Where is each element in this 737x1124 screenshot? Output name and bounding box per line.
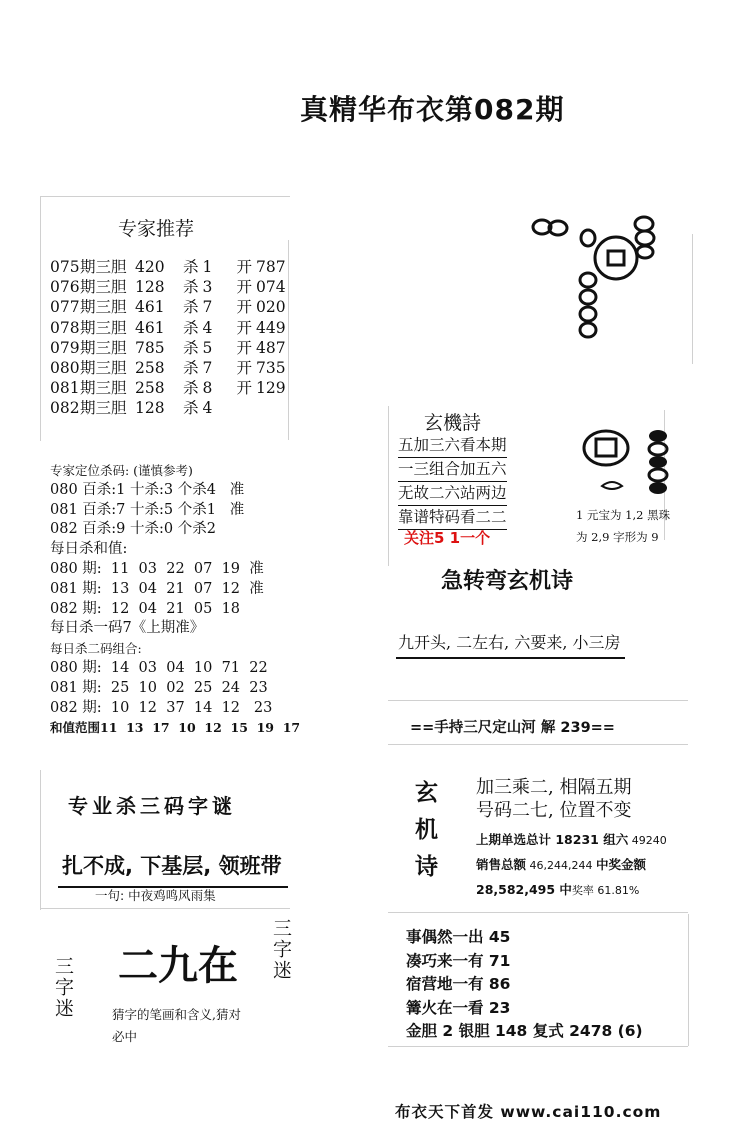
xuanji-heading: 玄機詩	[424, 412, 482, 434]
stats-text: 28,582,495 中	[476, 882, 572, 897]
expert-row	[50, 378, 286, 398]
kill-code-block	[50, 461, 300, 738]
row-open: 449	[256, 318, 286, 337]
divider	[688, 914, 689, 1046]
divider	[40, 196, 290, 197]
bead-figure-top	[528, 210, 688, 340]
row-kill-label: 杀	[183, 359, 199, 378]
two-code-line: 081 期: 25 10 02 25 24 23	[50, 679, 268, 696]
row-period: 082	[50, 399, 80, 418]
two-code-line: 080 期: 14 03 04 10 71 22	[50, 659, 268, 676]
divider	[388, 912, 688, 913]
expert-list	[50, 257, 286, 419]
stats-line	[476, 878, 667, 903]
row-open: 787	[256, 258, 286, 276]
expert-row	[50, 297, 286, 317]
xuanji-poem	[398, 434, 507, 530]
divider	[40, 196, 41, 441]
kill-code-header: 专家定位杀码: (谨慎参考)	[50, 463, 193, 478]
expert-heading: 专家推荐	[118, 218, 195, 240]
row-open: 074	[256, 278, 286, 297]
row-dan: 785	[135, 338, 165, 357]
position-kill-line: 081 百杀:7 十杀:5 个杀1 准	[50, 501, 245, 518]
bead-note	[576, 504, 670, 548]
row-period: 081	[50, 379, 80, 398]
divider	[40, 770, 41, 910]
divider	[388, 744, 688, 745]
row-open-label: 开	[236, 359, 253, 378]
row-label: 期三胆	[80, 338, 127, 357]
stats-line	[476, 853, 667, 878]
expert-row	[50, 257, 286, 277]
row-dan: 258	[135, 379, 165, 398]
page-title: 真精华布衣第082期	[300, 93, 565, 126]
row-period: 078	[50, 318, 80, 337]
stats-text: 49240	[628, 834, 667, 847]
bead-figure-mid	[578, 424, 682, 496]
pick-line: 事偶然一出 45	[406, 928, 511, 946]
row-kill-label: 杀	[183, 258, 199, 276]
row-open-label: 开	[236, 258, 253, 276]
poem-line: 靠谱特码看二二	[398, 506, 507, 530]
one-code-kill: 每日杀一码7《上期准》	[50, 620, 205, 637]
position-kill-line: 080 百杀:1 十杀:3 个杀4 准	[50, 481, 245, 498]
row-label: 期三胆	[80, 278, 127, 297]
row-open-label: 开	[236, 278, 253, 297]
row-dan: 461	[135, 298, 165, 317]
row-period: 075	[50, 258, 80, 276]
row-kill: 4	[202, 399, 213, 418]
row-period: 080	[50, 359, 80, 378]
row-open: 020	[256, 298, 286, 317]
two-code-line: 082 期: 10 12 37 14 12 23	[50, 699, 273, 716]
row-label: 期三胆	[80, 298, 127, 317]
row-kill-label: 杀	[183, 379, 199, 398]
row-open: 129	[256, 379, 286, 398]
hold-line: ==手持三尺定山河 解 239==	[410, 720, 615, 736]
row-kill: 5	[202, 338, 213, 357]
row-period: 079	[50, 338, 80, 357]
stats-text: 销售总额	[476, 857, 527, 872]
row-kill: 7	[202, 359, 213, 378]
row-kill: 3	[202, 278, 213, 297]
poem-line: 五加三六看本期	[398, 434, 507, 458]
divider	[288, 240, 289, 440]
divider	[692, 234, 693, 364]
divider	[388, 1046, 688, 1047]
bead-note-line: 1 元宝为 1,2 黑珠	[576, 508, 671, 522]
stats-text: 46,244,244	[526, 859, 596, 872]
sum-range: 和值范围11 13 17 10 12 15 19 17	[50, 720, 301, 736]
divider	[388, 406, 389, 566]
row-label: 期三胆	[80, 359, 127, 378]
sales-stats	[476, 828, 667, 903]
poem2-line: 号码二七, 位置不变	[476, 800, 632, 821]
focus-hint: 关注5 1一个	[404, 529, 491, 547]
final-picks	[406, 926, 643, 1044]
row-open-label: 开	[236, 379, 253, 398]
stats-text: 上期单选总计 18231 组六	[476, 832, 629, 847]
sum-kill-line: 082 期: 12 04 21 05 18	[50, 600, 241, 617]
row-kill-label: 杀	[183, 399, 199, 418]
bead-note-line: 为 2,9 字形为 9	[576, 530, 659, 544]
row-kill-label: 杀	[183, 298, 199, 317]
sum-kill-header: 每日杀和值:	[50, 541, 128, 558]
hook-heading: 急转弯玄机诗	[441, 569, 574, 594]
position-kill-line: 082 百杀:9 十杀:0 个杀2	[50, 521, 216, 538]
row-kill-label: 杀	[183, 318, 199, 337]
row-label: 期三胆	[80, 379, 127, 398]
expert-row	[50, 398, 286, 418]
two-code-header: 每日杀二码组合:	[50, 641, 142, 657]
row-kill: 8	[202, 379, 213, 398]
expert-row	[50, 358, 286, 378]
row-dan: 128	[135, 399, 165, 418]
row-period: 077	[50, 298, 80, 317]
row-period: 076	[50, 278, 80, 297]
row-open	[237, 399, 241, 417]
row-open-label: 开	[236, 318, 253, 337]
pick-line: 宿营地一有 86	[406, 975, 511, 993]
divider	[388, 700, 688, 701]
pick-line: 篝火在一看 23	[406, 998, 511, 1017]
row-label: 期三胆	[80, 258, 127, 276]
poem-line: 无故二六站两边	[398, 482, 507, 506]
riddle-clue: 一句: 中夜鸡鸣风雨集	[95, 888, 216, 903]
row-open: 735	[256, 359, 286, 378]
row-kill: 1	[202, 258, 213, 276]
vertical-riddle-label-left: 三字迷	[52, 956, 74, 1019]
vertical-poem-label: 玄机诗	[411, 780, 438, 891]
poem2-line: 加三乘二, 相隔五期	[476, 777, 632, 798]
stats-line	[476, 828, 667, 853]
row-dan: 461	[135, 318, 165, 337]
stats-text: 中奖金额	[596, 857, 647, 872]
hook-poem: 九开头, 二左右, 六要来, 小三房	[398, 630, 621, 653]
riddle-hint: 猜字的笔画和含义,猜对必中	[112, 1007, 241, 1044]
footer-site: 布衣天下首发 www.cai110.com	[395, 1103, 662, 1121]
sum-kill-line: 080 期: 11 03 22 07 19 准	[50, 560, 264, 577]
row-open-label: 开	[236, 338, 253, 357]
stats-text: 奖率 61.81%	[571, 884, 640, 897]
expert-row	[50, 318, 286, 338]
row-dan: 258	[135, 359, 165, 378]
pick-line: 金胆 2 银胆 148 复式 2478 (6)	[406, 1022, 643, 1040]
row-label: 期三胆	[80, 399, 127, 418]
row-kill-label: 杀	[183, 338, 199, 357]
row-dan: 420	[135, 258, 165, 276]
row-dan: 128	[135, 278, 165, 297]
riddle-heading: 专业杀三码字谜	[68, 794, 236, 818]
riddle-answer: 扎不成, 下基层, 领班带	[62, 850, 282, 880]
row-kill: 7	[202, 298, 213, 317]
row-label: 期三胆	[80, 318, 127, 337]
expert-row	[50, 338, 286, 358]
poem2	[476, 776, 631, 822]
row-open: 487	[256, 338, 286, 357]
row-kill: 4	[202, 318, 213, 337]
vertical-riddle-label-right: 三字迷	[270, 918, 292, 981]
row-open-label: 开	[236, 298, 253, 317]
riddle-big-word: 二九在	[118, 942, 238, 989]
poem-line: 一三组合加五六	[398, 458, 507, 482]
expert-row	[50, 277, 286, 297]
row-kill-label: 杀	[183, 278, 199, 297]
sum-kill-line: 081 期: 13 04 21 07 12 准	[50, 580, 264, 597]
divider	[40, 908, 290, 909]
pick-line: 凑巧来一有 71	[406, 951, 511, 970]
